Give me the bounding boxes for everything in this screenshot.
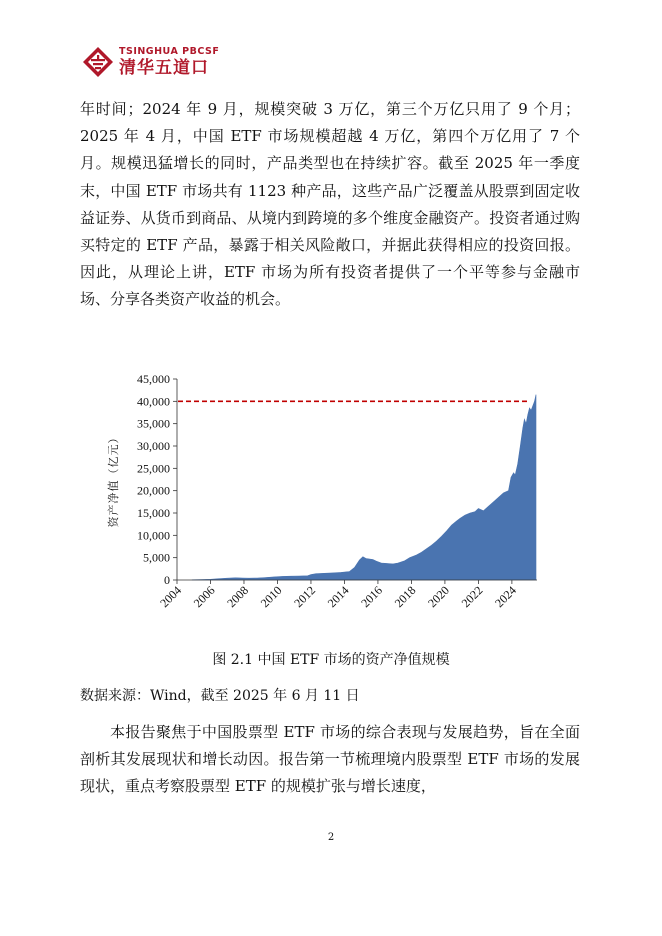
etf-net-asset-chart: [100, 364, 560, 644]
body-paragraph: 本报告聚焦于中国股票型 ETF 市场的综合表现与发展趋势，旨在全面剖析其发展现状和增长动因。报告第一节梳理境内股票型 ETF 市场的发展现状，重点考察股票型 ETF 的规模扩张与增长速度，: [80, 723, 580, 796]
logo-english-name: TSINGHUA PBCSF: [119, 46, 220, 58]
y-tick-label: 30,000: [137, 439, 170, 453]
x-tick-label: 2024: [492, 583, 520, 611]
x-tick-label: 2022: [458, 583, 486, 611]
x-tick-label: 2016: [358, 583, 386, 611]
net-asset-area: [192, 395, 536, 580]
y-tick-label: 40,000: [137, 394, 170, 409]
data-source-note: 数据来源：Wind，截至 2025 年 6 月 11 日: [80, 688, 360, 704]
y-tick-label: 25,000: [137, 461, 170, 476]
figure-caption: 图 2.1 中国 ETF 市场的资产净值规模: [212, 652, 450, 668]
x-tick-label: 2012: [291, 583, 319, 611]
logo-chinese-name: 清华五道口: [119, 57, 209, 78]
pbcsf-emblem-icon: [82, 46, 114, 78]
y-tick-label: 5,000: [143, 550, 170, 565]
y-axis-ticks: [137, 372, 177, 587]
x-tick-label: 2014: [324, 583, 352, 611]
y-tick-label: 45,000: [137, 372, 170, 386]
y-tick-label: 0: [164, 573, 170, 587]
y-tick-label: 10,000: [137, 528, 170, 543]
x-tick-label: 2018: [391, 583, 419, 611]
tsinghua-pbcsf-logo: [82, 46, 219, 78]
y-tick-label: 15,000: [137, 506, 170, 520]
x-tick-label: 2004: [157, 583, 185, 611]
x-tick-label: 2006: [190, 583, 218, 611]
y-tick-label: 20,000: [137, 483, 170, 498]
y-tick-label: 35,000: [137, 416, 170, 431]
x-tick-label: 2020: [425, 583, 453, 611]
x-axis-ticks: [157, 580, 519, 610]
body-paragraph: 年时间；2024 年 9 月，规模突破 3 万亿，第三个万亿只用了 9 个月；2025 年 4 月，中国 ETF 市场规模超越 4 万亿，第四个万亿用了 7 个月。规模迅猛增长的同时，产品类型也在持续扩容。截至 2025 年一季度末，中国 ETF 市场共有 1123 种产品，这些产品广泛覆盖从股票到固定收益证券、从货币到商品、从境内到跨境的多个维度金融资产。投资者通过购买特定的 ETF 产品，暴露于相关风险敞口，并据此获得相应的投资回报。因此，从理论上讲，ETF 市场为所有投资者提供了一个平等参与金融市场、分享各类资产收益的机会。: [80, 100, 580, 309]
x-tick-label: 2010: [257, 583, 285, 611]
x-tick-label: 2008: [224, 583, 252, 611]
page-number: 2: [327, 832, 335, 843]
y-axis-label: 资产净值（亿元）: [107, 431, 120, 528]
